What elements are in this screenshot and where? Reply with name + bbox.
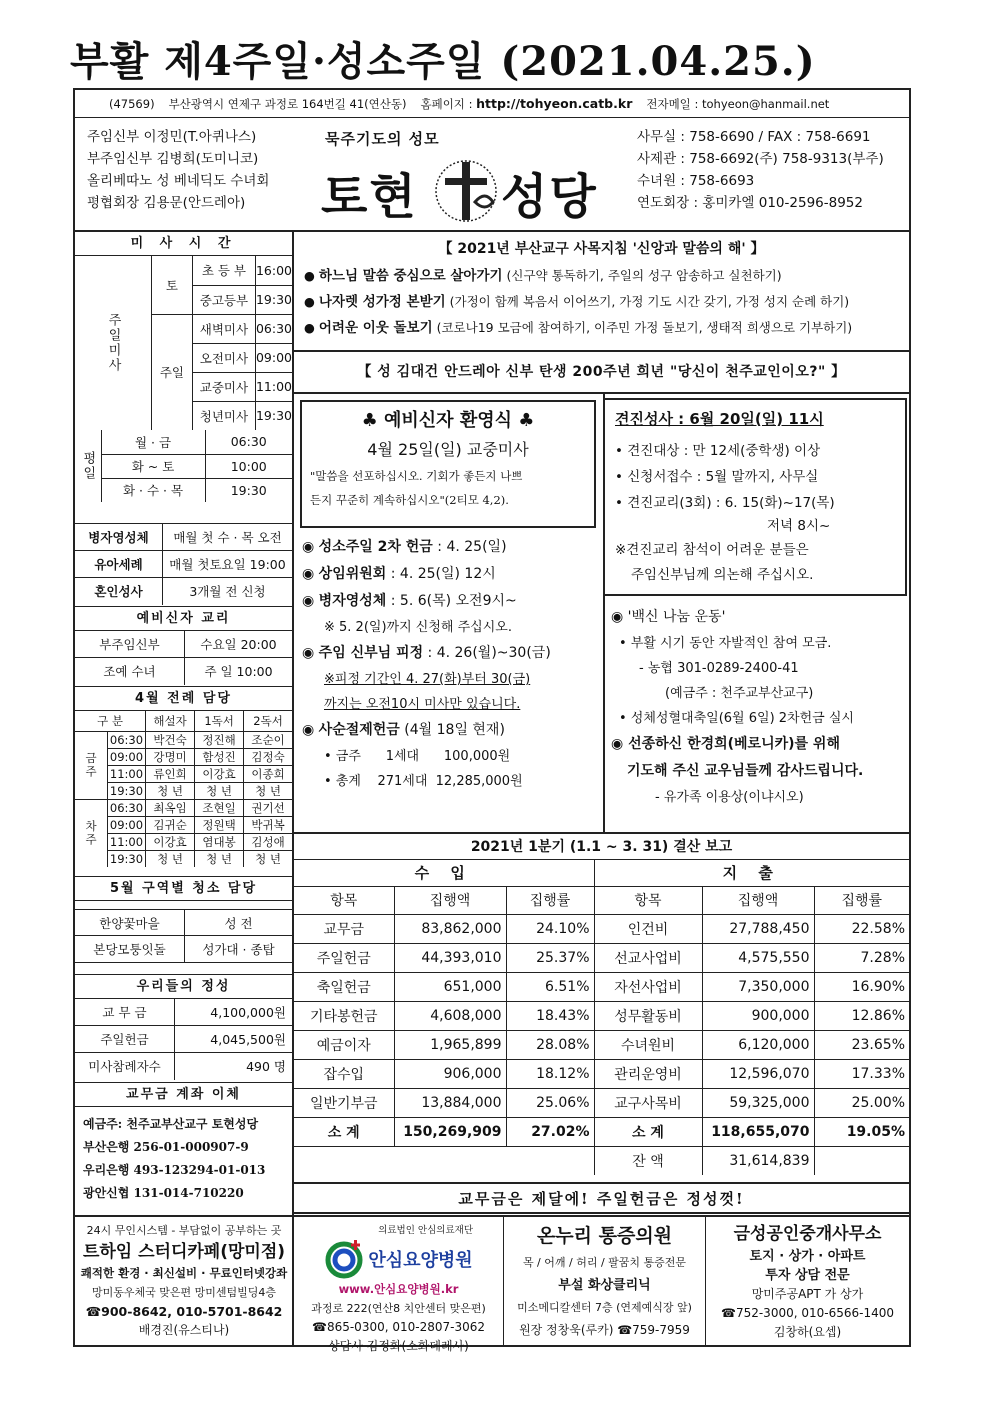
clergy-line: 평협회장 김용문(안드레아) <box>87 195 246 211</box>
settlement-report <box>294 832 909 1182</box>
liturgy-cell: 정진해 <box>195 731 244 748</box>
cleaning-duty <box>75 877 292 975</box>
liturgy-time: 06:30 <box>108 799 146 816</box>
notice-item: ◉ 상임위원회 : 4. 25(일) 12시 <box>302 566 496 582</box>
slogan: 교무금은 제달에! 주일헌금은 정성껏! <box>294 1182 909 1214</box>
liturgy-cell: 청 년 <box>244 850 292 867</box>
notice-item: ◉ 사순절제헌금 (4월 18일 현재) <box>302 722 505 738</box>
item-name: 소 계 <box>594 1117 702 1146</box>
item-rate: 18.12% <box>506 1059 594 1088</box>
ad-line: 쾌적한 환경 · 최신설비 · 무료인터넷강좌 <box>80 1266 288 1280</box>
item-amount: 118,655,070 <box>702 1117 814 1146</box>
logo-text-left: 토현 <box>321 169 418 225</box>
liturgy-cell: 박건숙 <box>146 731 195 748</box>
item-name: 자선사업비 <box>594 972 702 1001</box>
notice-desc: : 4. 26(월)~30(금) <box>427 645 551 661</box>
sacraments <box>75 524 292 607</box>
item-name: 예금이자 <box>294 1030 394 1059</box>
mass-time: 11:00 <box>255 372 292 401</box>
ad-line: 의료법인 안심의료재단 <box>378 1225 473 1236</box>
notice-item: ◉ 성소주일 2차 헌금 : 4. 25(일) <box>302 539 507 555</box>
notice-desc: : 4. 25(일) <box>437 539 507 555</box>
col-header: 집행액 <box>702 886 814 914</box>
weekday-name: 화 ~ 토 <box>101 454 205 478</box>
guideline-desc: (신구약 통독하기, 주일의 성구 암송하고 실천하기) <box>506 268 782 283</box>
item-amount: 651,000 <box>394 972 506 1001</box>
liturgy-col-header: 1독서 <box>195 711 244 731</box>
liturgy-cell: 최옥임 <box>146 799 195 816</box>
item-rate: 18.43% <box>506 1001 594 1030</box>
confirmation-line: ※견진교리 참석이 어려운 분들은 <box>615 542 809 558</box>
email-label: 전자메일 : <box>646 97 699 111</box>
mass-time: 09:00 <box>255 343 292 372</box>
weekday-label: 평일 <box>75 430 101 502</box>
liturgy-cell: 조현일 <box>195 799 244 816</box>
notice-column-b <box>603 394 909 834</box>
ad-phone: ☎752-3000, 010-6566-1400 <box>721 1306 894 1320</box>
catechumen-time: 주 일 10:00 <box>204 664 273 679</box>
notice-main: 주임 신부님 피정 <box>318 645 424 661</box>
catechumen-teacher: 부주임신부 <box>75 631 185 657</box>
homepage-label: 홈페이지 : <box>420 97 473 111</box>
homepage-link[interactable]: http://tohyeon.catb.kr <box>476 96 633 111</box>
catechumen-teacher: 조예 수녀 <box>75 658 185 685</box>
item-amount: 13,884,000 <box>394 1088 506 1117</box>
balance-label: 잔 액 <box>594 1146 702 1175</box>
item-name: 기타봉헌금 <box>294 1001 394 1030</box>
ad-line: 과정로 222(연산8 치안센터 맞은편) <box>311 1302 486 1315</box>
ad-clinic <box>504 1217 706 1347</box>
mass-name: 새벽미사 <box>192 314 255 343</box>
notice-column-a <box>294 394 603 834</box>
settlement-row <box>294 972 909 1001</box>
welcome-box <box>300 400 596 528</box>
liturgy-cell: 김정숙 <box>244 748 292 765</box>
liturgy-col-header: 구 분 <box>75 711 146 731</box>
col-header: 집행률 <box>814 886 909 914</box>
sacrament-name: 유아세례 <box>75 551 163 577</box>
notice-desc: : 4. 25(일) 12시 <box>390 566 496 582</box>
liturgy-cell: 정원택 <box>195 816 244 833</box>
item-rate: 23.65% <box>814 1030 909 1059</box>
account-line: 광안신협 131-014-710220 <box>83 1186 244 1200</box>
item-amount: 83,862,000 <box>394 914 506 943</box>
item-amount: 12,596,070 <box>702 1059 814 1088</box>
ad-line: 토지 · 상가 · 아파트 <box>749 1249 866 1264</box>
contact-line: 수녀원 : 758-6693 <box>637 173 755 189</box>
ad-line: 상담사 김정화(소화데레사) <box>328 1339 469 1353</box>
welcome-date: 4월 25일(일) 교중미사 <box>367 440 529 459</box>
guideline-main: 어려운 이웃 돌보기 <box>318 320 433 336</box>
sacrament-time: 매월 첫 수 · 목 오전 <box>173 530 282 545</box>
balance-value: 31,614,839 <box>702 1146 814 1175</box>
notice-sub: • 성체성혈대축일(6월 6일) 2차헌금 실시 <box>619 711 854 726</box>
account-heading: 교무금 계좌 이체 <box>75 1083 292 1107</box>
item-amount: 900,000 <box>702 1001 814 1030</box>
mass-time: 06:30 <box>255 314 292 343</box>
liturgy-time: 19:30 <box>108 850 146 867</box>
ad-line: 망미동우체국 맞은편 망미센텀빌딩4층 <box>91 1286 276 1299</box>
item-amount: 27,788,450 <box>702 914 814 943</box>
sacrament-time: 3개월 전 신청 <box>189 584 266 599</box>
notice-list-a <box>302 534 600 794</box>
liturgy-cell: 이종희 <box>244 765 292 782</box>
item-amount: 4,575,550 <box>702 943 814 972</box>
pastoral-guideline <box>294 232 909 352</box>
account-line: 예금주: 천주교부산교구 토현성당 <box>83 1117 259 1131</box>
liturgy-cell: 이강효 <box>146 833 195 850</box>
ad-hospital <box>294 1217 504 1353</box>
blank-cell <box>294 1146 594 1175</box>
item-name: 관리운영비 <box>594 1059 702 1088</box>
notice-list-b <box>611 604 909 810</box>
clergy-line: 부주임신부 김병희(도미니코) <box>87 151 259 167</box>
item-name: 선교사업비 <box>594 943 702 972</box>
item-name: 성무활동비 <box>594 1001 702 1030</box>
item-rate: 12.86% <box>814 1001 909 1030</box>
notice-sub: • 금주 1세대 100,000원 <box>324 749 511 764</box>
item-rate: 25.06% <box>506 1088 594 1117</box>
offering-label: 주일헌금 <box>75 1026 175 1052</box>
ad-phone: ☎865-0300, 010-2807-3062 <box>312 1320 485 1334</box>
item-name: 주일헌금 <box>294 943 394 972</box>
guideline-main: 나자렛 성가정 본받기 <box>318 294 446 310</box>
col-header: 항목 <box>594 886 702 914</box>
liturgy-cell: 박귀복 <box>244 816 292 833</box>
left-column <box>75 232 294 1347</box>
parish-logo <box>321 152 611 228</box>
ad-line: 24시 무인시스템 - 부담없이 공부하는 곳 <box>86 1224 282 1237</box>
ad-study-cafe <box>75 1217 294 1347</box>
liturgy-cell: 강명미 <box>146 748 195 765</box>
welcome-quote: 든지 꾸준히 계속하십시오"(2티모 4,2). <box>310 493 509 507</box>
mass-times <box>75 232 292 524</box>
item-rate: 27.02% <box>506 1117 594 1146</box>
ad-title: 트하임 스터디카페(망미점) <box>82 1242 286 1262</box>
page-title: 부활 제4주일·성소주일 (2021.04.25.) <box>70 38 816 85</box>
welcome-quote: "말씀을 선포하십시오. 기회가 좋든지 나쁘 <box>310 469 523 483</box>
expense-header: 지 출 <box>594 860 909 886</box>
bulletin-frame <box>73 88 911 1353</box>
weekday-name: 월 · 금 <box>101 430 205 454</box>
guideline-item: ● 나자렛 성가정 본받기 (가정이 함께 복음서 이어쓰기, 가정 기도 시간 갖기, 가정 성지 순례 하기) <box>304 294 850 310</box>
confirmation-box <box>603 398 907 596</box>
notice-sub: • 총계 271세대 12,285,000원 <box>324 774 523 789</box>
liturgy-cell: 청 년 <box>244 782 292 799</box>
liturgy-cell: 염대봉 <box>195 833 244 850</box>
cleaning-heading: 5월 구역별 청소 담당 <box>75 877 292 901</box>
address-bar <box>75 90 909 118</box>
settlement-row <box>294 1088 909 1117</box>
clergy-line: 주임신부 이정민(T.아퀴나스) <box>87 129 257 145</box>
next-week-label: 차주 <box>75 799 108 867</box>
item-rate: 24.10% <box>506 914 594 943</box>
item-name: 교무금 <box>294 914 394 943</box>
cross-logo-icon <box>431 156 501 226</box>
offering-label: 미사참례자수 <box>75 1053 175 1080</box>
col-header: 항목 <box>294 886 394 914</box>
item-name: 소 계 <box>294 1117 394 1146</box>
item-amount: 1,965,899 <box>394 1030 506 1059</box>
item-amount: 906,000 <box>394 1059 506 1088</box>
col-header: 집행액 <box>394 886 506 914</box>
confirmation-line: 저녁 8시~ <box>767 518 831 534</box>
cleaning-target: 성가대 · 종탑 <box>202 942 275 957</box>
blank-cell <box>814 1146 909 1175</box>
notice-main: 병자영성체 <box>318 593 387 609</box>
liturgy-cell: 권기선 <box>244 799 292 816</box>
confirmation-line: • 견진교리(3회) : 6. 15(화)~17(목) <box>615 495 835 511</box>
item-name: 교구사목비 <box>594 1088 702 1117</box>
cleaning-area: 한양꽃마을 <box>75 910 185 935</box>
notice-sub: - 유가족 이용상(이냐시오) <box>655 790 804 805</box>
liturgy-time: 09:00 <box>108 816 146 833</box>
liturgy-time: 11:00 <box>108 833 146 850</box>
ad-line: 투자 상담 전문 <box>765 1268 850 1283</box>
parish-header <box>75 118 909 232</box>
offering-value: 4,100,000원 <box>210 1005 286 1020</box>
notice-main: '백신 나눔 운동' <box>627 609 726 625</box>
logo-text-right: 성당 <box>501 169 598 225</box>
liturgy-time: 11:00 <box>108 765 146 782</box>
liturgy-roster <box>75 687 292 877</box>
liturgy-cell: 김성애 <box>244 833 292 850</box>
guideline-item: ● 어려운 이웃 돌보기 (코로나19 모금에 참여하기, 이주민 가정 돌보기, 생태적 희생으로 기부하기) <box>304 320 853 336</box>
item-amount: 44,393,010 <box>394 943 506 972</box>
notice-sub: ※ 5. 2(일)까지 신청해 주십시오. <box>324 620 512 635</box>
mass-heading: 미 사 시 간 <box>75 232 292 256</box>
guideline-desc: (코로나19 모금에 참여하기, 이주민 가정 돌보기, 생태적 희생으로 기부하기) <box>436 320 853 335</box>
mass-name: 청년미사 <box>192 401 255 430</box>
liturgy-cell: 함성진 <box>195 748 244 765</box>
ad-strip <box>75 1215 909 1353</box>
cleaning-area: 본당모퉁잇돌 <box>75 936 185 962</box>
notice-main: 상임위원회 <box>318 566 387 582</box>
contact-line: 연도회장 : 홍미카엘 010-2596-8952 <box>637 195 863 211</box>
offering-value: 490 명 <box>246 1059 286 1074</box>
notice-item: ◉ '백신 나눔 운동' <box>611 609 726 625</box>
settlement-row <box>294 943 909 972</box>
guideline-title: 【 2021년 부산교구 사목지침 '신앙과 말씀의 해' 】 <box>438 241 765 257</box>
liturgy-cell: 조순이 <box>244 731 292 748</box>
settlement-title: 2021년 1분기 (1.1 ~ 3. 31) 결산 보고 <box>294 834 909 860</box>
settlement-row <box>294 1059 909 1088</box>
hospital-logo-icon <box>324 1240 364 1280</box>
sacrament-time: 매월 첫토요일 19:00 <box>169 557 286 572</box>
jubilee-banner: 【 성 김대건 안드레아 신부 탄생 200주년 희년 "당신이 천주교인이오?" 】 <box>294 352 909 394</box>
col-header: 집행률 <box>506 886 594 914</box>
weekday-time: 19:30 <box>205 478 292 502</box>
guideline-main: 하느님 말씀 중심으로 살아가기 <box>318 268 503 284</box>
notice-main: 성소주일 2차 헌금 <box>318 539 433 555</box>
mass-time: 19:30 <box>255 401 292 430</box>
income-header: 수 입 <box>294 860 594 886</box>
account-line: 부산은행 256-01-000907-9 <box>83 1140 249 1154</box>
mass-name: 중고등부 <box>192 285 255 314</box>
weekday-name: 화 · 수 · 목 <box>101 478 205 502</box>
sunday-mass-label: 주일미사 <box>75 256 152 430</box>
contact-line: 사무실 : 758-6690 / FAX : 758-6691 <box>637 129 871 145</box>
item-rate: 22.58% <box>814 914 909 943</box>
item-rate: 25.00% <box>814 1088 909 1117</box>
item-name: 수녀원비 <box>594 1030 702 1059</box>
sun-label: 주일 <box>152 314 193 430</box>
liturgy-cell: 김귀순 <box>146 816 195 833</box>
confirmation-line: 주임신부님께 의논해 주십시오. <box>631 567 814 583</box>
liturgy-cell: 청 년 <box>195 850 244 867</box>
postal-code: (47569) <box>109 97 155 111</box>
item-rate: 17.33% <box>814 1059 909 1088</box>
mass-time: 16:00 <box>255 256 292 285</box>
mass-name: 오전미사 <box>192 343 255 372</box>
this-week-label: 금주 <box>75 731 108 799</box>
contact-list <box>637 126 884 214</box>
liturgy-cell: 청 년 <box>195 782 244 799</box>
mass-time: 19:30 <box>255 285 292 314</box>
item-rate: 6.51% <box>506 972 594 1001</box>
contact-line: 사제관 : 758-6692(주) 758-9313(부주) <box>637 151 884 167</box>
notice-main: 사순절제헌금 <box>318 722 400 738</box>
liturgy-heading: 4월 전례 담당 <box>75 687 292 711</box>
ad-title: 금성공인중개사무소 <box>733 1224 882 1244</box>
liturgy-cell: 이강효 <box>195 765 244 782</box>
ad-phone: ☎900-8642, 010-5701-8642 <box>85 1304 283 1319</box>
item-amount: 59,325,000 <box>702 1088 814 1117</box>
item-name: 일반기부금 <box>294 1088 394 1117</box>
notice-desc: : 5. 6(목) 오전9시~ <box>390 593 517 609</box>
settlement-row <box>294 1001 909 1030</box>
catechumen-class <box>75 607 292 687</box>
sacrament-name: 병자영성체 <box>75 524 163 550</box>
ad-link[interactable]: www.안심요양병원.kr <box>338 1282 459 1296</box>
notice-sub: • 부활 시기 동안 자발적인 참여 모금. <box>619 636 832 651</box>
item-rate: 28.08% <box>506 1030 594 1059</box>
notice-sub: - 농협 301-0289-2400-41 <box>639 661 799 676</box>
notice-sub: ※피정 기간인 4. 27(화)부터 30(금) <box>324 672 531 687</box>
welcome-title: ♣ 예비신자 환영식 ♣ <box>361 410 535 431</box>
liturgy-col-header: 2독서 <box>244 711 292 731</box>
offering-heading: 우리들의 정성 <box>75 975 292 999</box>
item-amount: 150,269,909 <box>394 1117 506 1146</box>
account-line: 우리은행 493-123294-01-013 <box>83 1163 266 1177</box>
notice-sub: (예금주 : 천주교부산교구) <box>665 686 814 701</box>
ad-line: 미소메디칼센터 7층 (연제예식장 앞) <box>517 1301 692 1314</box>
item-amount: 7,350,000 <box>702 972 814 1001</box>
clergy-line: 올리베따노 성 베네딕도 수녀회 <box>87 173 270 189</box>
notice-item: ◉ 병자영성체 : 5. 6(목) 오전9시~ <box>302 593 517 609</box>
liturgy-time: 09:00 <box>108 748 146 765</box>
street-address: 부산광역시 연제구 과정로 164번길 41(연산동) <box>168 97 407 111</box>
notice-desc: (4월 18일 현재) <box>404 722 505 738</box>
settlement-row <box>294 914 909 943</box>
column-divider <box>603 394 605 834</box>
ad-line: 부설 화상클리닉 <box>558 1278 651 1293</box>
ad-line: 김창하(요셉) <box>773 1325 842 1339</box>
weekday-time: 10:00 <box>205 454 292 478</box>
ad-line: 망미주공APT 가 상가 <box>751 1287 864 1301</box>
ad-realty <box>706 1217 909 1347</box>
item-amount: 6,120,000 <box>702 1030 814 1059</box>
email-link[interactable]: tohyeon@hanmail.net <box>701 97 830 111</box>
item-name: 축일헌금 <box>294 972 394 1001</box>
mass-name: 교중미사 <box>192 372 255 401</box>
liturgy-time: 06:30 <box>108 731 146 748</box>
weekday-time: 06:30 <box>205 430 292 454</box>
confirmation-line: • 신청서접수 : 5월 말까지, 사무실 <box>615 469 819 485</box>
offering-summary <box>75 975 292 1083</box>
offering-label: 교 무 금 <box>75 999 175 1025</box>
item-rate: 19.05% <box>814 1117 909 1146</box>
notice-main: 선종하신 한경희(베로니카)를 위해 <box>628 736 840 752</box>
notice-item: ◉ 주임 신부님 피정 : 4. 26(월)~30(금) <box>302 645 551 661</box>
liturgy-cell: 청 년 <box>146 850 195 867</box>
catechumen-heading: 예비신자 교리 <box>75 607 292 631</box>
catechumen-time: 수요일 20:00 <box>200 637 277 652</box>
clergy-list <box>87 126 269 214</box>
logo-subtitle: 묵주기도의 성모 <box>325 130 440 148</box>
confirmation-title: 견진성사 : 6월 20일(일) 11시 <box>615 410 824 428</box>
notice-sub: 까지는 오전10시 미사만 있습니다. <box>324 697 521 712</box>
notice-main: 기도해 주신 교우님들께 감사드립니다. <box>627 763 864 779</box>
guideline-item: ● 하느님 말씀 중심으로 살아가기 (신구약 통독하기, 주일의 성구 암송하고 실천하기) <box>304 268 782 284</box>
confirmation-line: • 견진대상 : 만 12세(중학생) 이상 <box>615 443 821 459</box>
ad-title: 온누리 통증의원 <box>536 1225 673 1247</box>
liturgy-col-header: 해설자 <box>146 711 195 731</box>
offering-value: 4,045,500원 <box>210 1032 286 1047</box>
item-rate: 7.28% <box>814 943 909 972</box>
settlement-row <box>294 1030 909 1059</box>
liturgy-time: 19:30 <box>108 782 146 799</box>
item-rate: 16.90% <box>814 972 909 1001</box>
settlement-row <box>294 1117 909 1146</box>
ad-title: 안심요양병원 <box>368 1249 473 1271</box>
cleaning-target: 성 전 <box>224 916 253 931</box>
mass-name: 초 등 부 <box>192 256 255 285</box>
ad-line: 목 / 어깨 / 허리 / 팔꿈치 통증전문 <box>522 1256 687 1269</box>
item-name: 인건비 <box>594 914 702 943</box>
liturgy-cell: 청 년 <box>146 782 195 799</box>
account-transfer <box>75 1083 292 1215</box>
guideline-desc: (가정이 함께 복음서 이어쓰기, 가정 기도 시간 갖기, 가정 성지 순례 하기) <box>449 294 850 309</box>
item-amount: 4,608,000 <box>394 1001 506 1030</box>
liturgy-cell: 류인희 <box>146 765 195 782</box>
notice-item: ◉ 선종하신 한경희(베로니카)를 위해 <box>611 736 840 752</box>
right-area <box>294 232 909 1347</box>
ad-line: 배경진(유스티나) <box>138 1323 230 1337</box>
ad-phone: 원장 정창욱(루카) ☎759-7959 <box>519 1323 690 1337</box>
item-rate: 25.37% <box>506 943 594 972</box>
sat-label: 토 <box>152 256 193 314</box>
sacrament-name: 혼인성사 <box>75 578 163 605</box>
item-name: 잡수입 <box>294 1059 394 1088</box>
